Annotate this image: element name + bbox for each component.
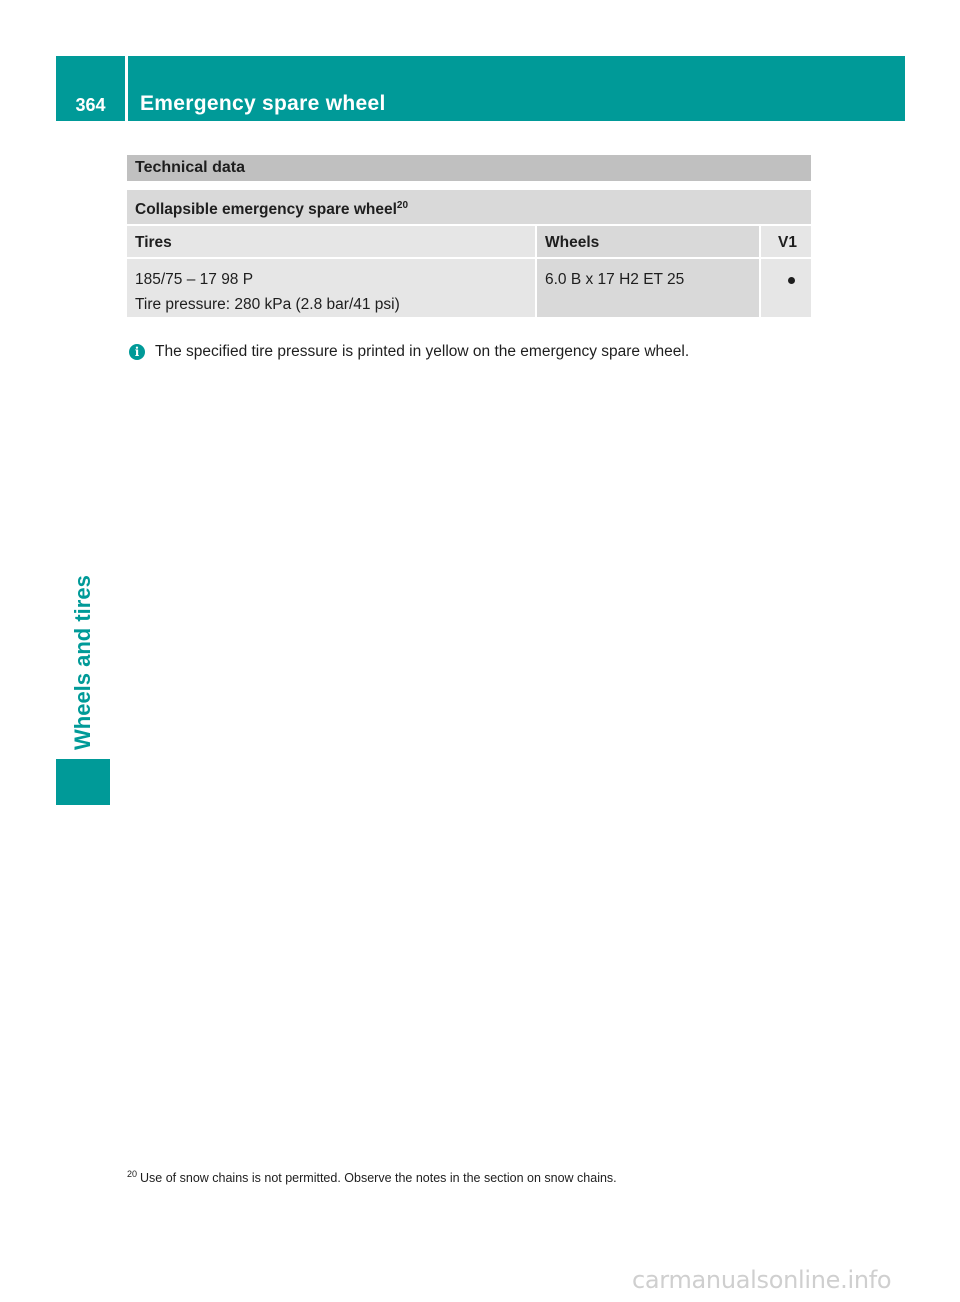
column-header-tires: Tires — [127, 225, 536, 258]
table-caption — [127, 190, 811, 225]
info-note-text: The specified tire pressure is printed in yellow on the emergency spare wheel. — [155, 343, 690, 360]
caption-footnote-ref: 20 — [396, 200, 409, 211]
footnote — [127, 1166, 617, 1186]
header-divider — [125, 56, 128, 121]
footnote-number: 20 — [127, 1169, 138, 1179]
cell-v1 — [760, 258, 811, 317]
footnote-text: Use of snow chains is not permitted. Observe the notes in the section on snow chains. — [140, 1171, 617, 1186]
page-number: 364 — [75, 95, 106, 115]
watermark: carmanualsonline.info — [632, 1266, 892, 1294]
cell-wheels: 6.0 B x 17 H2 ET 25 — [536, 258, 760, 317]
table-header-row — [127, 225, 811, 258]
cell-tires — [127, 258, 536, 317]
info-icon: i — [129, 344, 145, 360]
applicable-bullet-icon — [788, 277, 795, 284]
tire-size: 185/75 – 17 98 P — [135, 271, 254, 288]
tire-pressure: Tire pressure: 280 kPa (2.8 bar/41 psi) — [135, 296, 400, 313]
column-header-v1: V1 — [760, 225, 811, 258]
info-note — [129, 343, 689, 361]
page-title: Emergency spare wheel — [140, 92, 386, 115]
side-chapter-tab — [56, 759, 110, 805]
column-header-wheels: Wheels — [536, 225, 760, 258]
table-row — [127, 258, 811, 317]
side-chapter-label: Wheels and tires — [70, 575, 95, 750]
technical-data-table — [127, 190, 811, 317]
section-title: Technical data — [127, 155, 811, 181]
table-caption-row — [127, 190, 811, 225]
table-caption-text: Collapsible emergency spare wheel — [135, 201, 397, 219]
